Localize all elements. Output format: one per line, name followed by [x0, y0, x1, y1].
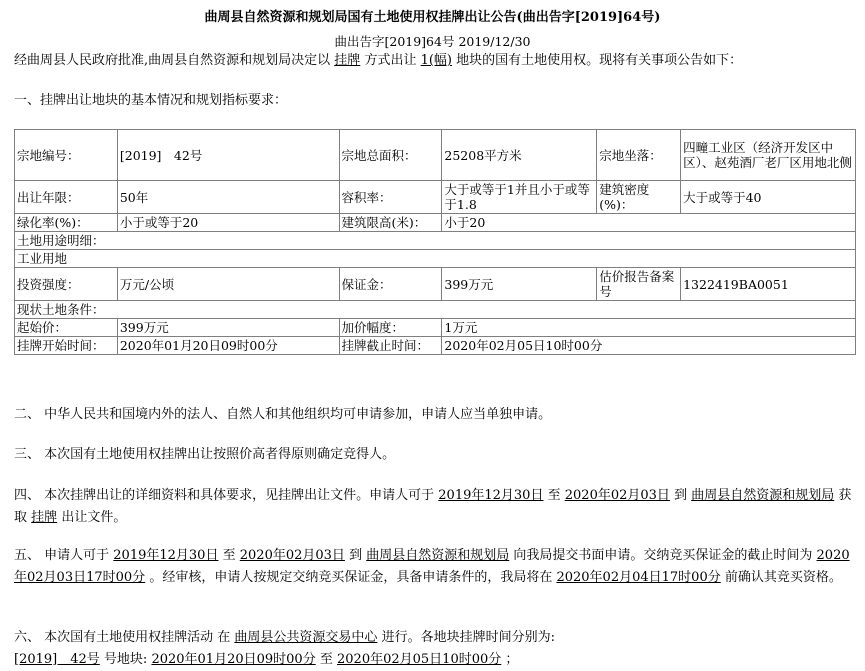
table-row: [15, 337, 856, 355]
table-row: [15, 250, 856, 268]
section5: 五、 申请人可于 2019年12月30日 至 2020年02月03日 到 曲周县自然资源和规划局 向我局提交书面申请。交纳竞买保证金的截止时间为 2020年02月03日17时00分 。经审核，申请人按规定交纳竞买保证金，具备申请条件的，我局将在 2020年02月04日17时00分 前确认其竞买资格。: [14, 548, 850, 585]
section6: 六、 本次国有土地使用权挂牌活动 在 曲周县公共资源交易中心 进行。各地块挂牌时间分别为:: [14, 630, 555, 645]
s4-date-from: 2019年12月30日: [438, 488, 544, 503]
parcel-count: 1(幅): [420, 53, 453, 68]
density-value: 大于或等于40: [681, 181, 856, 214]
start-time-value: 2020年01月20日09时00分: [117, 337, 339, 355]
location-value: 四疃工业区（经济开发区中区）、赵苑酒厂老厂区用地北侧: [681, 130, 856, 181]
s6-time-to: 2020年02月05日10时00分: [337, 652, 502, 667]
invest-value: 万元/公顷: [117, 268, 339, 301]
green-label: 绿化率(%)：: [15, 214, 118, 232]
section1-heading: 一、挂牌出让地块的基本情况和规划指标要求：: [14, 93, 288, 108]
start-time-label: 挂牌开始时间：: [15, 337, 118, 355]
increment-value: 1万元: [442, 319, 856, 337]
parcel-no-value: [2019] 42号: [117, 130, 339, 181]
deposit-label: 保证金：: [339, 268, 442, 301]
density-label: 建筑密度(%)：: [597, 181, 681, 214]
s5-date-from: 2019年12月30日: [113, 548, 219, 563]
term-value: 50年: [117, 181, 339, 214]
s5-deadline: 2020年02月03日17时00分: [14, 548, 850, 585]
area-value: 25208平方米: [442, 130, 597, 181]
appraisal-value: 1322419BA0051: [681, 268, 856, 301]
far-label: 容积率：: [339, 181, 442, 214]
parcel-info-table: [14, 129, 856, 355]
end-time-value: 2020年02月05日10时00分: [442, 337, 856, 355]
section4: 四、 本次挂牌出让的详细资料和具体要求，见挂牌出让文件。申请人可于 2019年12月30日 至 2020年02月03日 到 曲周县自然资源和规划局 获取 挂牌 出让文件。: [14, 488, 852, 525]
end-time-label: 挂牌截止时间：: [339, 337, 442, 355]
deposit-value: 399万元: [442, 268, 597, 301]
s6-venue: 曲周县公共资源交易中心: [234, 630, 378, 645]
s5-confirm-time: 2020年02月04日17时00分: [556, 570, 721, 585]
s4-date-to: 2020年02月03日: [564, 488, 670, 503]
section3: 三、 本次国有土地使用权挂牌出让按照价高者得原则确定竞得人。: [14, 447, 396, 462]
height-value: 小于20: [442, 214, 856, 232]
transfer-method: 挂牌: [334, 53, 361, 68]
table-row: [15, 181, 856, 214]
doc-number: 曲出告字[2019]64号: [334, 34, 455, 49]
start-price-value: 399万元: [117, 319, 339, 337]
doc-number-date: [0, 32, 865, 50]
s5-org: 曲周县自然资源和规划局: [366, 548, 510, 563]
table-row: [15, 268, 856, 301]
appraisal-label: 估价报告备案号: [597, 268, 681, 301]
s6-parcel-no: [2019] 42号: [14, 652, 100, 667]
table-row: [15, 214, 856, 232]
green-value: 小于或等于20: [117, 214, 339, 232]
doc-date: 2019/12/30: [458, 34, 531, 49]
page-title: 曲周县自然资源和规划局国有土地使用权挂牌出让公告(曲出告字[2019]64号): [204, 10, 661, 25]
far-value: 大于或等于1并且小于或等于1.8: [442, 181, 597, 214]
table-row: [15, 130, 856, 181]
start-price-label: 起始价：: [15, 319, 118, 337]
s5-date-to: 2020年02月03日: [239, 548, 345, 563]
table-row: [15, 301, 856, 319]
table-row: [15, 232, 856, 250]
use-label: 土地用途明细：: [15, 232, 856, 250]
section2: 二、 中华人民共和国境内外的法人、自然人和其他组织均可申请参加，申请人应当单独申请。: [14, 407, 552, 422]
table-row: [15, 319, 856, 337]
invest-label: 投资强度：: [15, 268, 118, 301]
location-label: 宗地坐落：: [597, 130, 681, 181]
section6-schedule-line: [2019] 42号 号地块: 2020年01月20日09时00分 至 2020年02月05日10时00分 ；: [14, 652, 519, 667]
parcel-no-label: 宗地编号：: [15, 130, 118, 181]
term-label: 出让年限：: [15, 181, 118, 214]
s4-org: 曲周县自然资源和规划局: [691, 488, 835, 503]
condition-label: 现状土地条件：: [15, 301, 856, 319]
intro-paragraph: 经曲周县人民政府批准,曲周县自然资源和规划局决定以 挂牌 方式出让 1(幅) 地块的国有土地使用权。现将有关事项公告如下：: [14, 53, 743, 68]
s6-time-from: 2020年01月20日09时00分: [151, 652, 316, 667]
height-label: 建筑限高(米)：: [339, 214, 442, 232]
s4-method: 挂牌: [31, 510, 58, 525]
increment-label: 加价幅度：: [339, 319, 442, 337]
use-value: 工业用地: [15, 250, 856, 268]
area-label: 宗地总面积：: [339, 130, 442, 181]
